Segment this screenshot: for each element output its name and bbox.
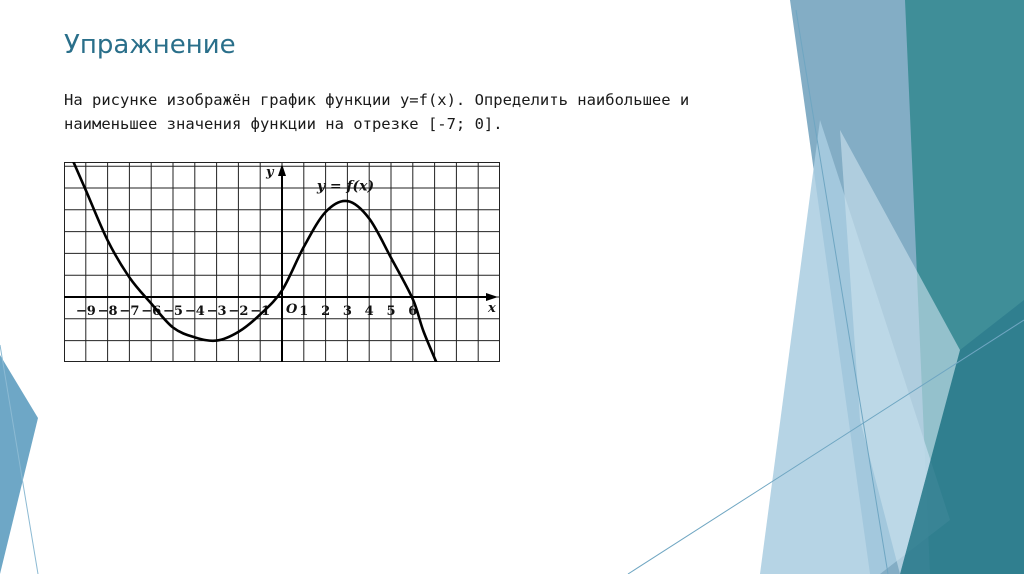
- function-graph: [64, 162, 500, 362]
- x-tick-label: 2: [321, 304, 331, 319]
- x-tick-label: −1: [250, 304, 271, 319]
- exercise-text-line-2: наименьшее значения функции на отрезке [-7; 0].: [64, 115, 503, 133]
- x-tick-label: −4: [184, 304, 205, 319]
- x-tick-label: 1: [299, 304, 309, 319]
- x-tick-label: −8: [97, 304, 118, 319]
- x-tick-label: 6: [408, 304, 418, 319]
- x-tick-label: −7: [119, 304, 140, 319]
- exercise-text: [64, 88, 784, 136]
- x-tick-label: −6: [141, 304, 162, 319]
- exercise-text-line-1: На рисунке изображён график функции y=f(x). Определить наибольшее и: [64, 91, 690, 109]
- x-tick-label: 4: [364, 304, 374, 319]
- x-tick-label: −9: [75, 304, 96, 319]
- x-tick-label: −2: [228, 304, 249, 319]
- slide-title: Упражнение: [64, 30, 236, 60]
- x-axis-name: x: [488, 301, 496, 316]
- origin-label: O: [286, 302, 298, 317]
- function-graph-svg: [64, 162, 500, 362]
- function-label: y = f(x): [316, 178, 375, 195]
- x-tick-label: −3: [206, 304, 227, 319]
- x-tick-label: −5: [163, 304, 183, 319]
- x-tick-label: 3: [342, 304, 352, 319]
- function-curve: [71, 162, 442, 362]
- y-axis-name: y: [266, 165, 274, 180]
- x-axis-arrow: [486, 293, 498, 301]
- x-tick-label: 5: [386, 304, 396, 319]
